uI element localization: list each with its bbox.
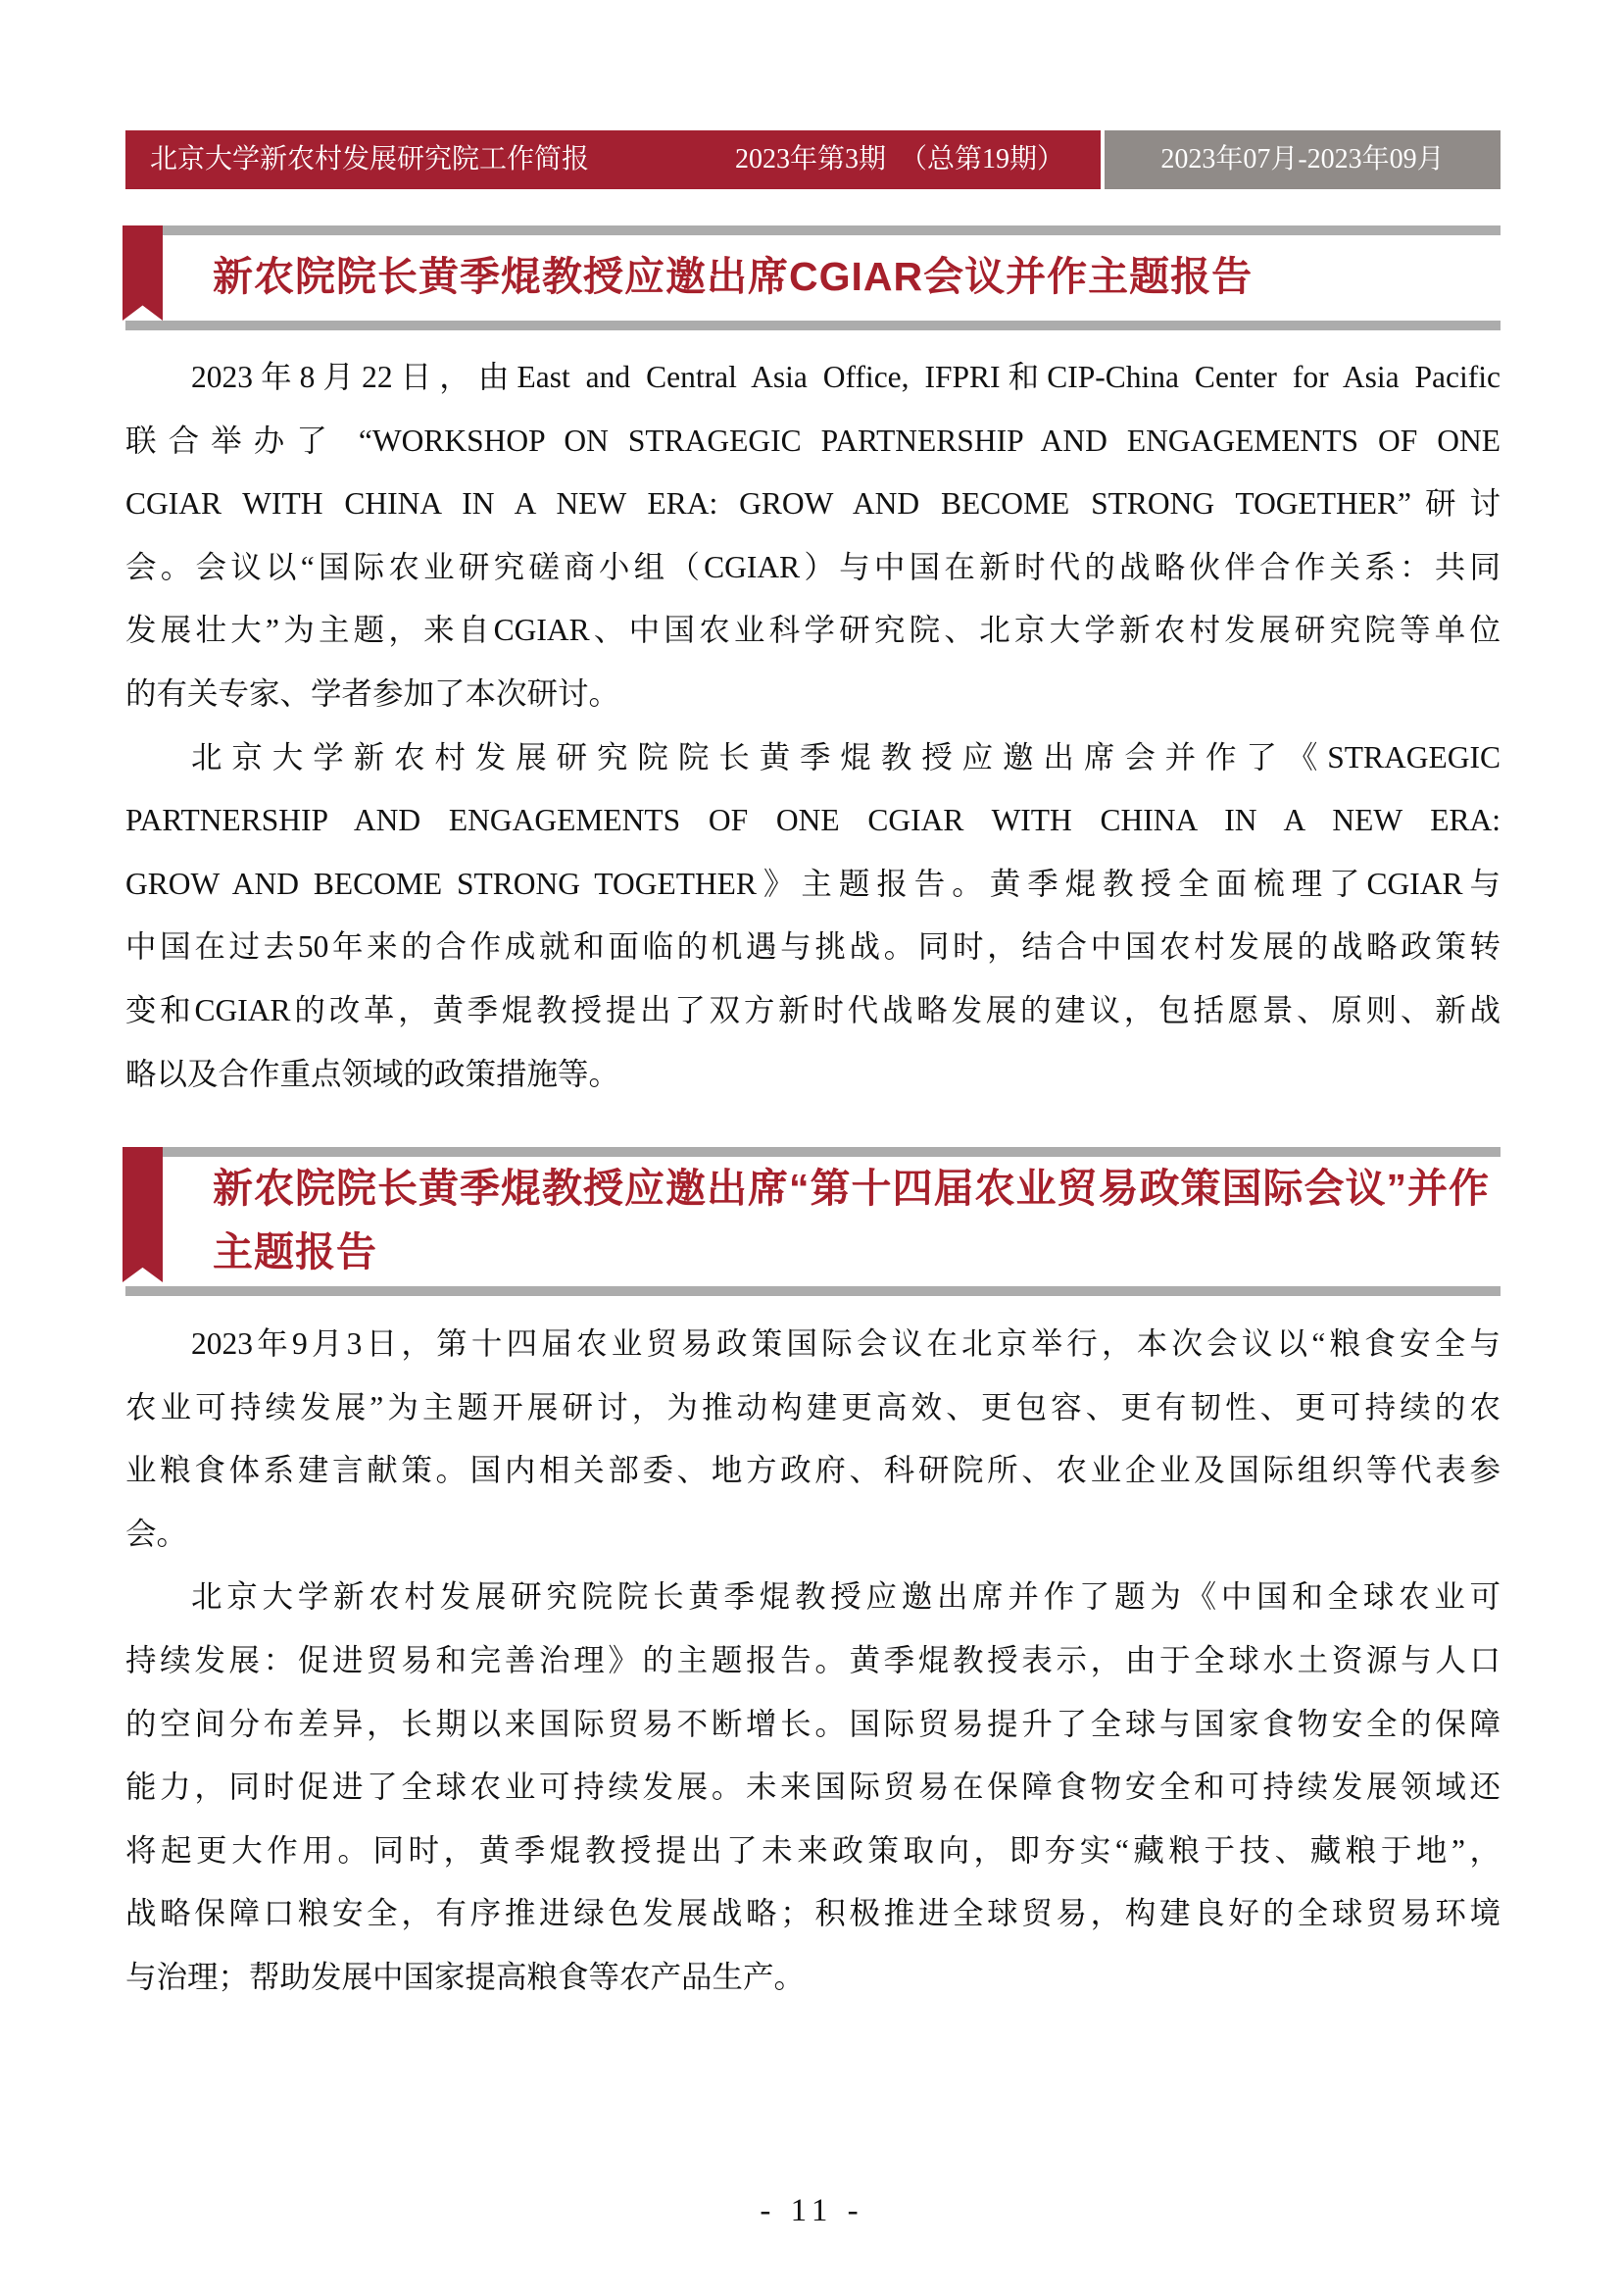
title-rule-top	[125, 225, 1501, 235]
text-line: GROW AND BECOME STRONG TOGETHER》主题报告。黄季焜教授全面梳理了CGIAR与	[125, 866, 1501, 901]
text-line: PARTNERSHIP AND ENGAGEMENTS OF ONE CGIAR WITH CHINA IN A NEW ERA:	[125, 803, 1501, 838]
header-newsletter-title: 北京大学新农村发展研究院工作简报	[150, 144, 590, 175]
ribbon-bookmark-icon	[123, 1147, 163, 1282]
text-line: 变和CGIAR的改革，黄季焜教授提出了双方新时代战略发展的建议，包括愿景、原则、新战	[125, 992, 1501, 1027]
text-line: 2023年9月3日，第十四届农业贸易政策国际会议在北京举行，本次会议以“粮食安全与	[191, 1326, 1501, 1361]
text-line: 战略保障口粮安全，有序推进绿色发展战略；积极推进全球贸易，构建良好的全球贸易环境	[125, 1896, 1501, 1931]
text-line: 业粮食体系建言献策。国内相关部委、地方政府、科研院所、农业企业及国际组织等代表参	[125, 1453, 1501, 1488]
section-body	[125, 1313, 1501, 2010]
text-line: CGIAR WITH CHINA IN A NEW ERA: GROW AND BECOME STRONG TOGETHER”研讨	[125, 486, 1501, 522]
text-line: 农业可持续发展”为主题开展研讨，为推动构建更高效、更包容、更有韧性、更可持续的农	[125, 1389, 1501, 1424]
section-title-line: 新农院院长黄季焜教授应邀出席“第十四届农业贸易政策国际会议”并作	[213, 1166, 1490, 1211]
section-title	[213, 245, 1253, 309]
section-body	[125, 346, 1501, 1106]
text-line: 能力，同时促进了全球农业可持续发展。未来国际贸易在保障食物安全和可持续发展领域还	[125, 1770, 1501, 1805]
title-rule-bottom	[125, 1286, 1501, 1296]
text-line: 将起更大作用。同时，黄季焜教授提出了未来政策取向，即夯实“藏粮于技、藏粮于地”，	[125, 1832, 1501, 1868]
text-line: 发展壮大”为主题，来自CGIAR、中国农业科学研究院、北京大学新农村发展研究院等单位	[125, 613, 1501, 648]
section-cgiar	[123, 225, 1504, 1108]
section-title-line: 新农院院长黄季焜教授应邀出席CGIAR会议并作主题报告	[213, 254, 1254, 299]
section-title	[213, 1157, 1490, 1284]
header-period: 2023年07月-2023年09月	[1160, 144, 1445, 175]
text-line: 联合举办了 “WORKSHOP ON STRAGEGIC PARTNERSHIP AND ENGAGEMENTS OF ONE	[125, 423, 1501, 458]
text-line: 北京大学新农村发展研究院院长黄季焜教授应邀出席并作了题为《中国和全球农业可	[191, 1579, 1501, 1615]
text-line: 的空间分布差异，长期以来国际贸易不断增长。国际贸易提升了全球与国家食物安全的保障	[125, 1706, 1501, 1741]
ribbon-bookmark-icon	[123, 225, 163, 321]
text-line: 持续发展：促进贸易和完善治理》的主题报告。黄季焜教授表示，由于全球水土资源与人口	[125, 1642, 1501, 1677]
text-line: 北京大学新农村发展研究院院长黄季焜教授应邀出席会并作了《STRAGEGIC	[191, 739, 1501, 774]
text-line: 会。	[125, 1516, 188, 1551]
text-line: 的有关专家、学者参加了本次研讨。	[125, 675, 620, 711]
title-rule-top	[125, 1147, 1501, 1157]
title-rule-bottom	[125, 321, 1501, 330]
text-line: 与治理；帮助发展中国家提高粮食等农产品生产。	[125, 1959, 806, 1994]
text-line: 2023年8月22日，由East and Central Asia Office, IFPRI和CIP-China Center for Asia Pacific	[191, 360, 1501, 394]
header-issue-number: 2023年第3期 （总第19期）	[735, 144, 1065, 175]
text-line: 会。会议以“国际农业研究磋商小组（CGIAR）与中国在新时代的战略伙伴合作关系：共同	[125, 549, 1501, 584]
text-line: 中国在过去50年来的合作成就和面临的机遇与挑战。同时，结合中国农村发展的战略政策转	[125, 929, 1501, 965]
section-title-line: 主题报告	[213, 1229, 377, 1274]
text-line: 略以及合作重点领域的政策措施等。	[125, 1056, 620, 1091]
section-trade-policy	[123, 1147, 1504, 2049]
page-number: - 11 -	[760, 2193, 864, 2228]
